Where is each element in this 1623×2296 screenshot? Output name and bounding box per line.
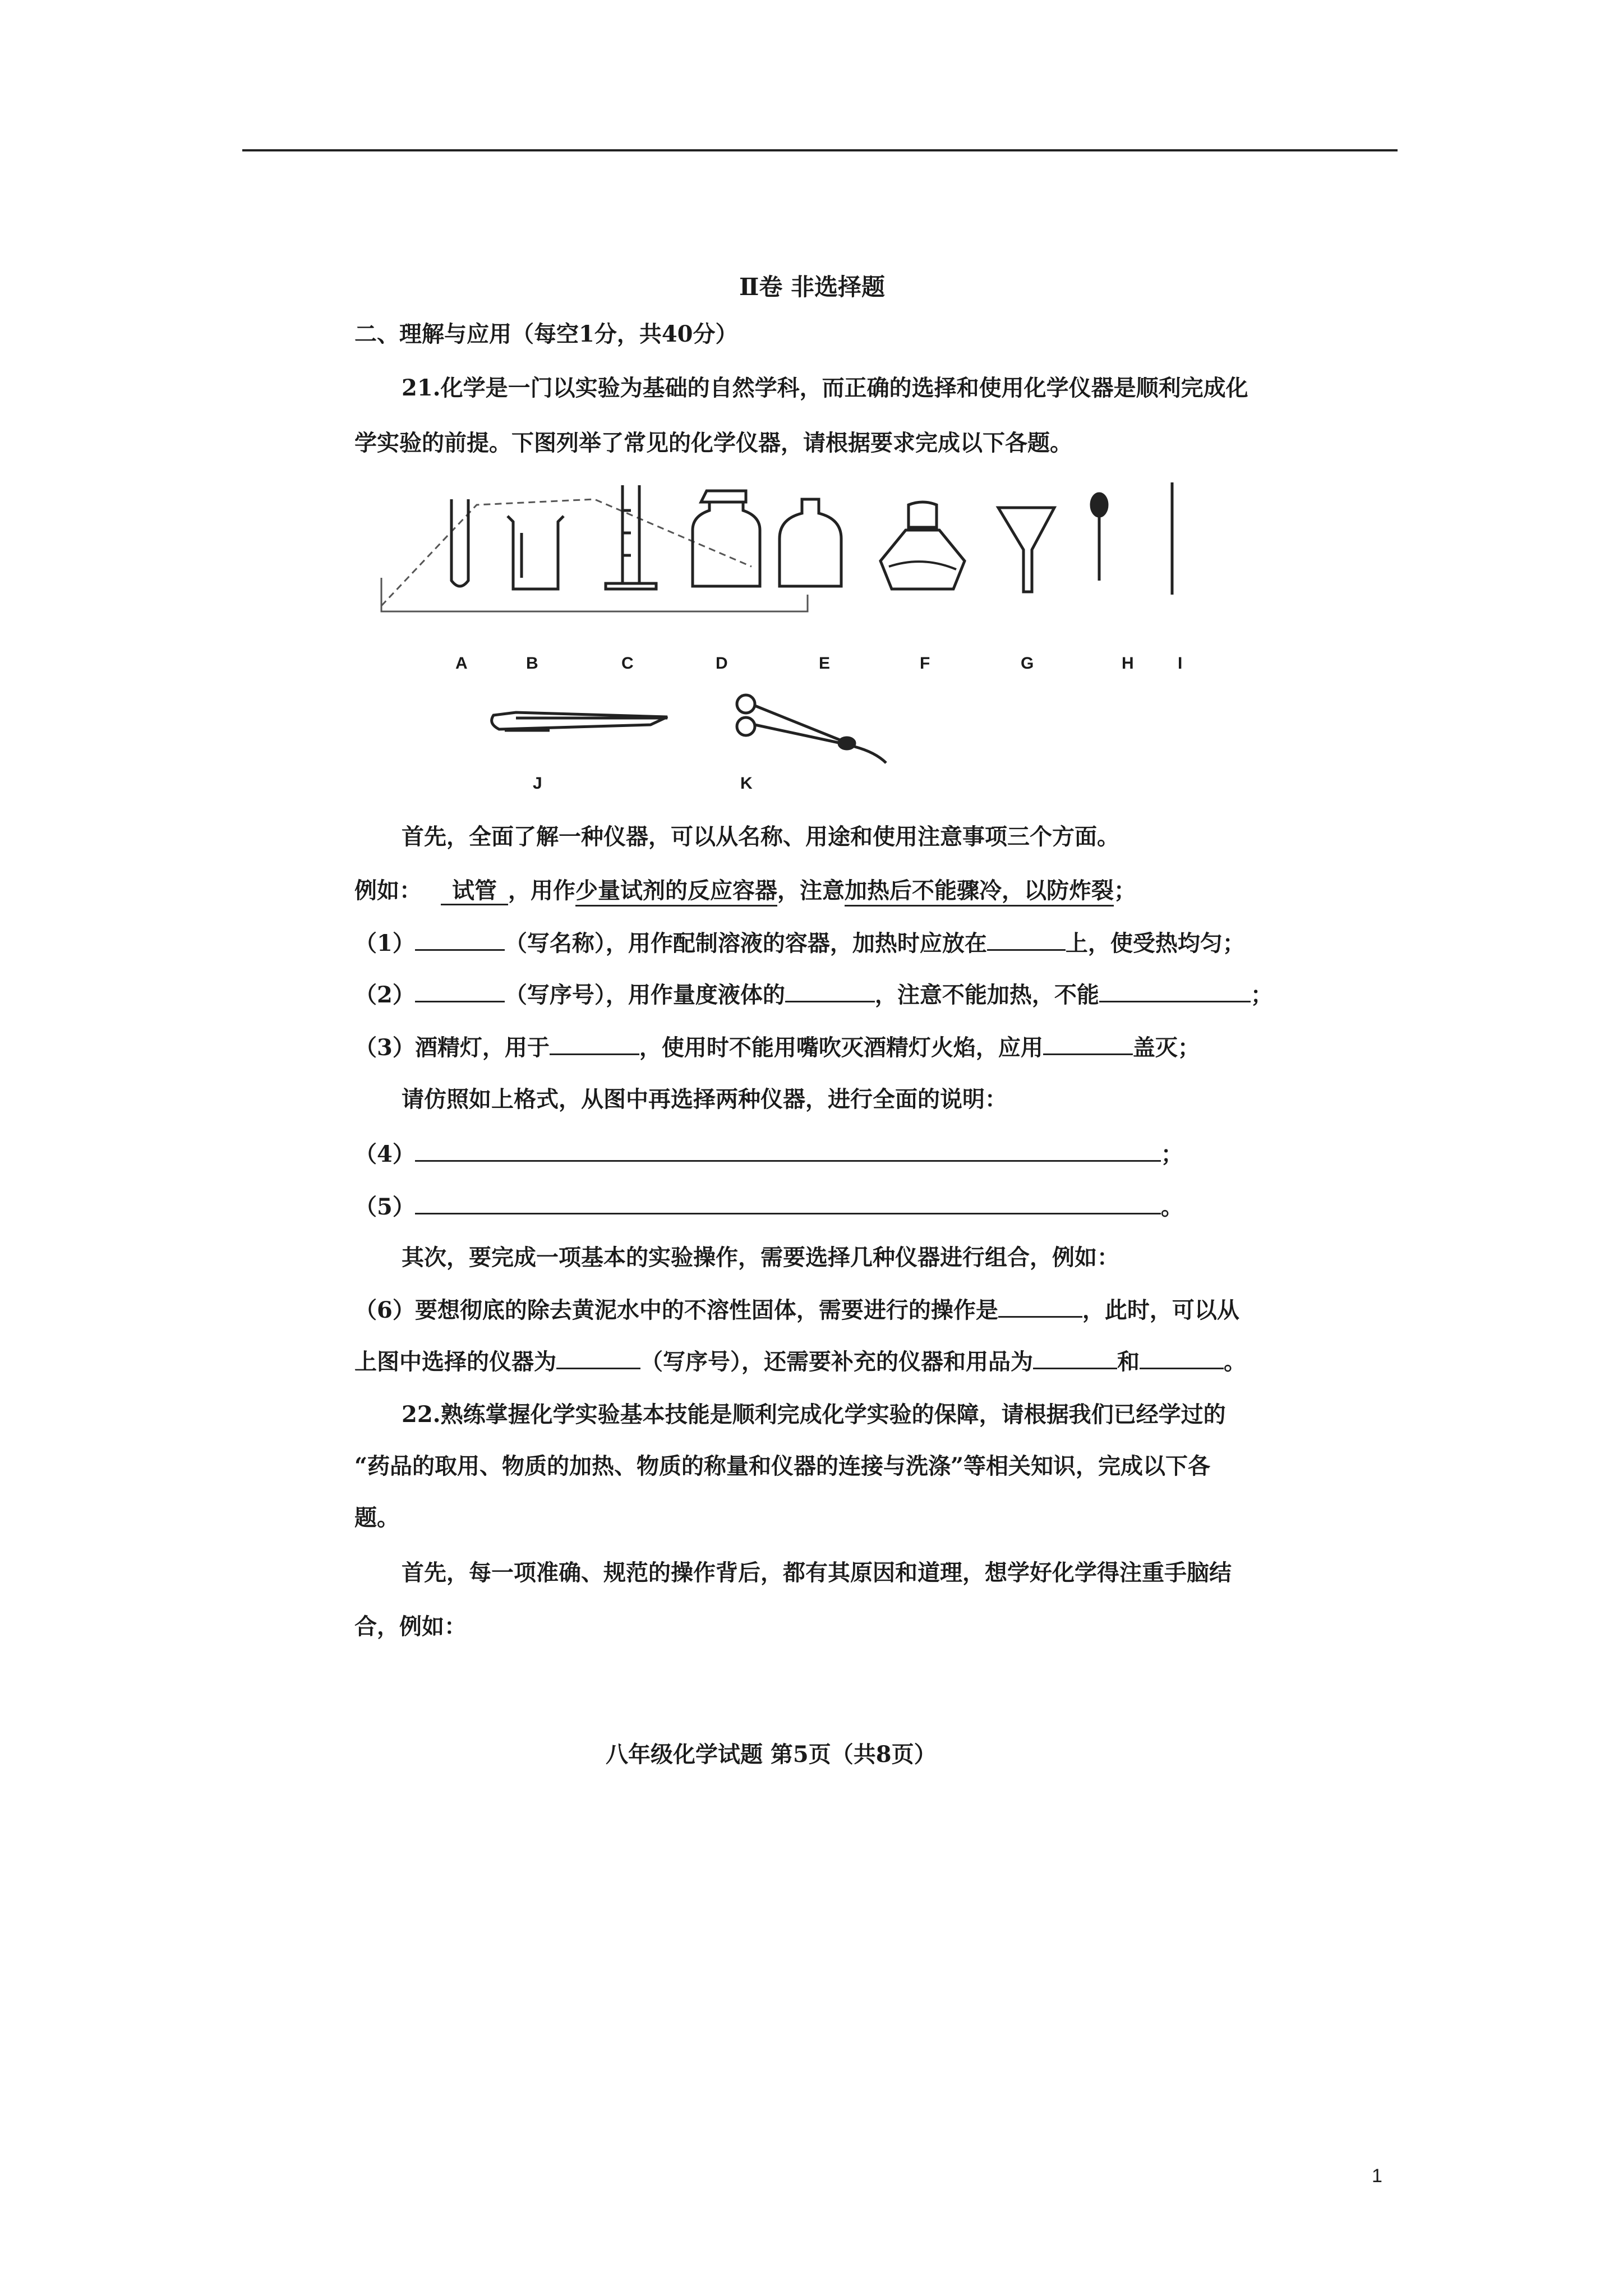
graduated-cylinder-C [606, 485, 656, 589]
blank-1a[interactable] [415, 927, 505, 951]
item-6-line2: 上图中选择的仪器为 （写序号），还需要补充的仪器和用品为 和 。 [354, 1345, 1246, 1378]
section-title: Ⅱ卷 非选择题 [739, 273, 886, 301]
part-heading: 二、理解与应用（每空1分，共40分） [354, 321, 738, 347]
shelf-sketch [381, 578, 808, 611]
q22-line4: 首先，每一项准确、规范的操作背后，都有其原因和道理，想学好化学得注重手脑结 [402, 1559, 1232, 1586]
label-I: I [1178, 654, 1183, 673]
alcohol-lamp-F [880, 502, 965, 589]
label-K: K [740, 774, 753, 793]
item-2: （2） （写序号），用作量度液体的 ，注意不能加热，不能 ； [354, 978, 1273, 1011]
funnel-G [998, 508, 1054, 592]
q22-line1: 22.熟练掌握化学实验基本技能是顺利完成化学实验的保障，请根据我们已经学过的 [402, 1401, 1226, 1428]
blank-1b[interactable] [987, 927, 1066, 951]
imitate-line: 请仿照如上格式，从图中再选择两种仪器，进行全面的说明： [402, 1086, 1007, 1112]
blank-2c[interactable] [1099, 978, 1251, 1002]
background-sketch [381, 499, 751, 606]
item-1: （1） （写名称），用作配制溶液的容器，加热时应放在 上，使受热均匀； [354, 927, 1245, 959]
q21-line1: 21.化学是一门以实验为基础的自然学科，而正确的选择和使用化学仪器是顺利完成化 [402, 375, 1248, 401]
item-3: （3）酒精灯，用于 ，使用时不能用嘴吹灭酒精灯火焰，应用 盖灭； [354, 1031, 1200, 1064]
header-rule [242, 149, 1398, 151]
blank-4[interactable] [415, 1138, 1161, 1162]
label-C: C [621, 654, 634, 673]
wide-mouth-bottle-D [693, 491, 760, 586]
item-5: （5） 。 [354, 1190, 1183, 1223]
blank-6d[interactable] [1140, 1345, 1224, 1369]
page-number: 1 [1372, 2165, 1382, 2187]
label-B: B [526, 654, 538, 673]
q22-line2: “药品的取用、物质的加热、物质的称量和仪器的连接与洗涤”等相关知识，完成以下各 [354, 1453, 1211, 1479]
q21-intro: 首先，全面了解一种仪器，可以从名称、用途和使用注意事项三个方面。 [402, 823, 1119, 850]
example-note: 加热后不能骤冷，以防炸裂 [845, 877, 1114, 907]
test-tube-A [451, 499, 468, 586]
test-tube-holder-J [492, 712, 667, 730]
item-4: （4） ； [354, 1138, 1183, 1170]
label-E: E [819, 654, 831, 673]
item-6-line1: （6）要想彻底的除去黄泥水中的不溶性固体，需要进行的操作是 ，此时，可以从 [354, 1294, 1239, 1326]
label-J: J [533, 774, 542, 793]
blank-6c[interactable] [1033, 1345, 1117, 1369]
label-F: F [920, 654, 930, 673]
blank-3a[interactable] [550, 1031, 639, 1055]
blank-6b[interactable] [556, 1345, 640, 1369]
example-name: 试管 [441, 877, 508, 905]
q22-line5: 合，例如： [354, 1613, 467, 1640]
blank-2b[interactable] [785, 978, 875, 1002]
crucible-tongs-K [737, 695, 886, 763]
label-D: D [716, 654, 728, 673]
apparatus-figure-row2 [482, 690, 909, 769]
blank-6a[interactable] [998, 1294, 1082, 1318]
label-A: A [455, 654, 468, 673]
blank-5[interactable] [415, 1190, 1161, 1214]
blank-3b[interactable] [1043, 1031, 1133, 1055]
narrow-mouth-bottle-E [780, 499, 841, 586]
page-footer: 八年级化学试题 第5页（共8页） [606, 1741, 937, 1768]
dropper-H [1091, 494, 1107, 581]
next-line: 其次，要完成一项基本的实验操作，需要选择几种仪器进行组合，例如： [402, 1244, 1119, 1271]
label-H: H [1122, 654, 1134, 673]
example-use: 少量试剂的反应容器 [575, 877, 777, 907]
example-line: 例如： 试管 ，用作少量试剂的反应容器，注意加热后不能骤冷，以防炸裂； [354, 875, 1136, 907]
beaker-B [508, 516, 564, 589]
q21-line2: 学实验的前提。下图列举了常见的化学仪器，请根据要求完成以下各题。 [354, 430, 1072, 456]
blank-2a[interactable] [415, 978, 505, 1002]
label-G: G [1021, 654, 1034, 673]
q22-line3: 题。 [354, 1504, 399, 1531]
